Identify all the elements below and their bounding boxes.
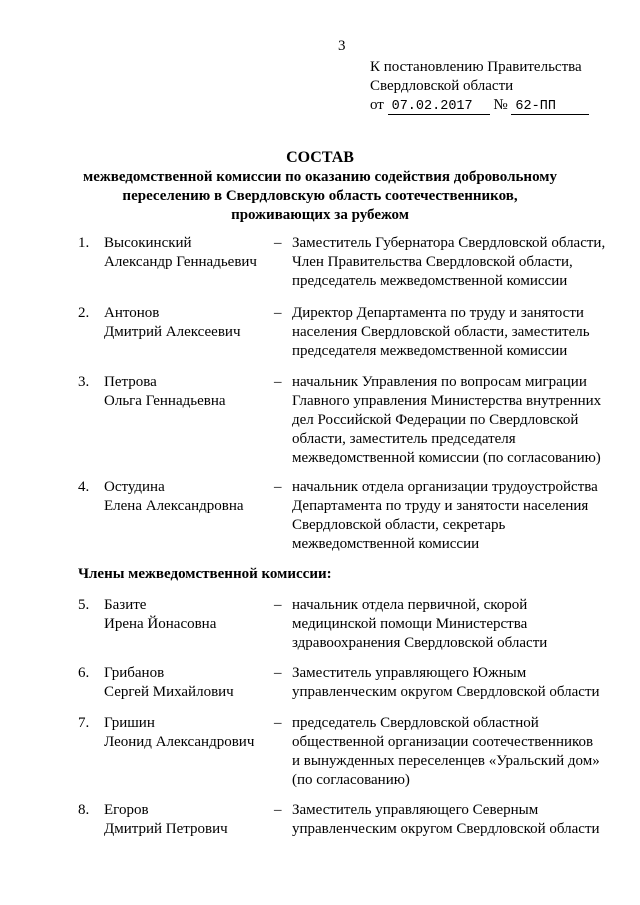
member-position bbox=[292, 373, 617, 468]
attachment-line-1: К постановлению Правительства bbox=[370, 59, 582, 75]
position-line: Свердловской области, секретарь bbox=[292, 517, 506, 533]
member-given-name: Ольга Геннадьевна bbox=[104, 393, 226, 409]
member-position bbox=[292, 304, 617, 361]
item-number: 1. bbox=[78, 235, 90, 251]
number-label: № bbox=[493, 97, 508, 113]
position-line: Главного управления Министерства внутренних bbox=[292, 393, 602, 409]
member-name bbox=[104, 596, 216, 634]
document-title: СОСТАВ bbox=[286, 149, 354, 166]
member-position bbox=[292, 664, 617, 702]
member-surname: Остудина bbox=[104, 479, 165, 495]
position-line: председатель Свердловской областной bbox=[292, 715, 539, 731]
position-line: межведомственной комиссии (по согласованию) bbox=[292, 450, 601, 466]
member-surname: Гришин bbox=[104, 715, 155, 731]
position-line: управленческим округом Свердловской области bbox=[292, 684, 600, 700]
member-surname: Егоров bbox=[104, 802, 149, 818]
member-given-name: Дмитрий Алексеевич bbox=[104, 324, 241, 340]
member-given-name: Сергей Михайлович bbox=[104, 684, 234, 700]
position-line: Заместитель управляющего Северным bbox=[292, 802, 539, 818]
item-number: 3. bbox=[78, 374, 90, 390]
member-position bbox=[292, 596, 617, 653]
position-line: начальник Управления по вопросам миграции bbox=[292, 374, 587, 390]
dash-separator: – bbox=[274, 479, 282, 495]
member-surname: Базите bbox=[104, 597, 147, 613]
item-number: 6. bbox=[78, 665, 90, 681]
position-line: Заместитель управляющего Южным bbox=[292, 665, 527, 681]
dash-separator: – bbox=[274, 802, 282, 818]
position-line: Департамента по труду и занятости населения bbox=[292, 498, 589, 514]
member-surname: Высокинский bbox=[104, 235, 192, 251]
member-surname: Грибанов bbox=[104, 665, 165, 681]
position-line: начальник отдела первичной, скорой bbox=[292, 597, 528, 613]
position-line: межведомственной комиссии bbox=[292, 536, 480, 552]
position-line: дел Российской Федерации по Свердловской bbox=[292, 412, 579, 428]
member-name bbox=[104, 478, 244, 516]
position-line: здравоохранения Свердловской области bbox=[292, 635, 548, 651]
position-line: области, заместитель председателя bbox=[292, 431, 516, 447]
attachment-line-2: Свердловской области bbox=[370, 78, 514, 94]
member-surname: Антонов bbox=[104, 305, 160, 321]
member-position bbox=[292, 478, 617, 554]
dash-separator: – bbox=[274, 235, 282, 251]
member-name bbox=[104, 664, 234, 702]
subtitle-line-3: проживающих за рубежом bbox=[231, 207, 409, 223]
item-number: 4. bbox=[78, 479, 90, 495]
members-section-header: Члены межведомственной комиссии: bbox=[78, 566, 332, 582]
position-line: Заместитель Губернатора Свердловской области, bbox=[292, 235, 606, 251]
member-name bbox=[104, 234, 257, 272]
dash-separator: – bbox=[274, 374, 282, 390]
position-line: медицинской помощи Министерства bbox=[292, 616, 528, 632]
position-line: начальник отдела организации трудоустройства bbox=[292, 479, 598, 495]
attachment-header bbox=[370, 58, 589, 115]
dash-separator: – bbox=[274, 715, 282, 731]
subtitle-line-2: переселению в Свердловскую область соотечественников, bbox=[122, 188, 518, 204]
dash-separator: – bbox=[274, 597, 282, 613]
attachment-line-3 bbox=[370, 96, 589, 115]
item-number: 7. bbox=[78, 715, 90, 731]
member-position bbox=[292, 801, 617, 839]
member-name bbox=[104, 373, 226, 411]
member-given-name: Ирена Йонасовна bbox=[104, 616, 217, 632]
position-line: общественной организации соотечественников bbox=[292, 734, 594, 750]
document-title-block bbox=[60, 148, 580, 225]
resolution-date: 07.02.2017 bbox=[388, 99, 490, 115]
item-number: 5. bbox=[78, 597, 90, 613]
member-position bbox=[292, 234, 617, 291]
position-line: Член Правительства Свердловской области, bbox=[292, 254, 573, 270]
member-name bbox=[104, 714, 254, 752]
position-line: и вынужденных переселенцев «Уральский дом» bbox=[292, 753, 600, 769]
member-surname: Петрова bbox=[104, 374, 157, 390]
subtitle-line-1: межведомственной комиссии по оказанию содействия добровольному bbox=[82, 169, 558, 185]
member-given-name: Александр Геннадьевич bbox=[104, 254, 257, 270]
position-line: председатель межведомственной комиссии bbox=[292, 273, 568, 289]
member-given-name: Елена Александровна bbox=[104, 498, 244, 514]
member-name bbox=[104, 801, 228, 839]
position-line: председателя межведомственной комиссии bbox=[292, 343, 568, 359]
item-number: 8. bbox=[78, 802, 90, 818]
item-number: 2. bbox=[78, 305, 90, 321]
member-given-name: Дмитрий Петрович bbox=[104, 821, 228, 837]
dash-separator: – bbox=[274, 665, 282, 681]
position-line: населения Свердловской области, заместитель bbox=[292, 324, 590, 340]
member-given-name: Леонид Александрович bbox=[104, 734, 255, 750]
from-label: от bbox=[370, 97, 384, 113]
resolution-number: 62-ПП bbox=[511, 99, 589, 115]
position-line: (по согласованию) bbox=[292, 772, 410, 788]
position-line: управленческим округом Свердловской области bbox=[292, 821, 600, 837]
member-position bbox=[292, 714, 617, 790]
position-line: Директор Департамента по труду и занятости bbox=[292, 305, 584, 321]
dash-separator: – bbox=[274, 305, 282, 321]
member-name bbox=[104, 304, 241, 342]
page-number: 3 bbox=[338, 38, 346, 54]
